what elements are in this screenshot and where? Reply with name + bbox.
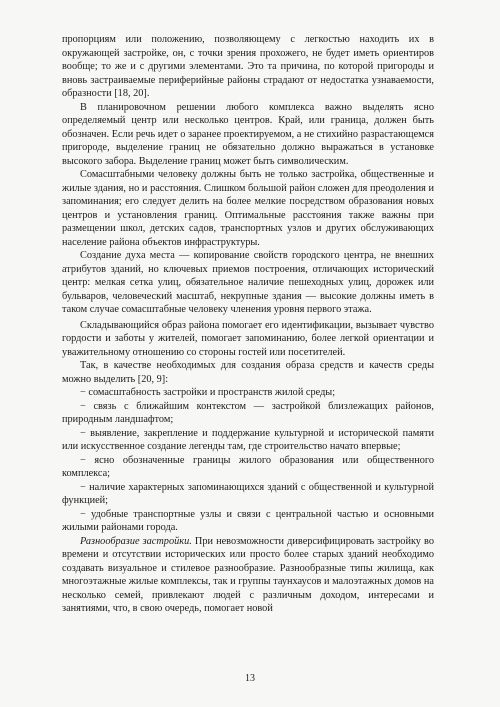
paragraph-human-scale: Сомасштабными человеку должны быть не только застройка, общественные и жилые здания, но и расстояния. Слишком большой район сложен для преодоления и запоминания; его следует делить на более мелкие посредством образования новых центров и установления границ. Оптимальные расстояния также важны при размещении школ, детских садов, транспортных узлов и других обслуживающих население района объектов инфраструктуры. bbox=[62, 169, 434, 248]
list-item: − связь с ближайшим контекстом — застройкой близлежащих районов, природным ландшафтом; bbox=[62, 400, 434, 425]
page-number: 13 bbox=[245, 673, 255, 684]
paragraph-body: При невозможности диверсифицировать застройку во времени и отсутствии исторических или просто более старых зданий необходимо создавать визуальное и стилевое разнообразие. Разнообразные типы жилища, как многоэтажные жилые комплексы, так и группы таунхаусов и малоэтажных домов на несколько семей, привлекают людей с различным доходом, интересами и занятиями, что, в свою очередь, помогает новой bbox=[62, 535, 434, 614]
paragraph-continuation: пропорциям или положению, позволяющему с легкостью находить их в окружающей застройке, он, с точки зрения прохожего, не будет иметь ориентиров вообще; то же и с другими элементами. Это та причина, по которой пригороды и вновь застраиваемые периферийные районы страдают от недостатка узнаваемости, образности [18, 20]. bbox=[62, 34, 434, 99]
paragraph-building-diversity bbox=[62, 535, 434, 616]
paragraph-centers-and-borders: В планировочном решении любого комплекса важно выделять ясно определяемый центр или несколько центров. Край, или граница, должен быть обозначен. Если речь идет о заранее проектируемом, а не стихийно разрастающемся пригороде, выделение границ не обязательно должно выражаться в установке высокого забора. Выделение границ может быть символическим. bbox=[62, 101, 434, 167]
paragraph-spirit-of-place: Создание духа места — копирование свойств городского центра, не внешних атрибутов зданий, но ключевых приемов построения, отличающих исторический центр: мелкая сетка улиц, обязательное наличие пешеходных улиц, дорожек или бульваров, человеческий масштаб, некрупные здания — высокие должны иметь в таком случае сомасштабные человеку членения уровня первого этажа. bbox=[62, 250, 434, 315]
list-item: − удобные транспортные узлы и связи с центральной частью и основными жилыми районами города. bbox=[62, 508, 434, 533]
list-item: − сомасштабность застройки и пространств жилой среды; bbox=[80, 387, 336, 398]
list-item: − выявление, закрепление и поддержание культурной и исторической памяти или искусственное создание легенды там, где строительство начато впервые; bbox=[62, 427, 434, 452]
paragraph-means-intro: Так, в качестве необходимых для создания образа средств и качеств среды можно выделить [20, 9]: bbox=[62, 360, 434, 385]
list-item: − наличие характерных запоминающихся зданий с общественной и культурной функцией; bbox=[62, 481, 434, 506]
paragraph-district-image: Складывающийся образ района помогает его идентификации, вызывает чувство гордости и заботы у жителей, помогает запоминанию, более легкой ориентации и уважительному отношению со стороны гостей или посетителей. bbox=[62, 319, 434, 358]
list-item: − ясно обозначенные границы жилого образования или общественного комплекса; bbox=[62, 454, 434, 479]
section-heading-italic: Разнообразие застройки. bbox=[80, 535, 192, 547]
